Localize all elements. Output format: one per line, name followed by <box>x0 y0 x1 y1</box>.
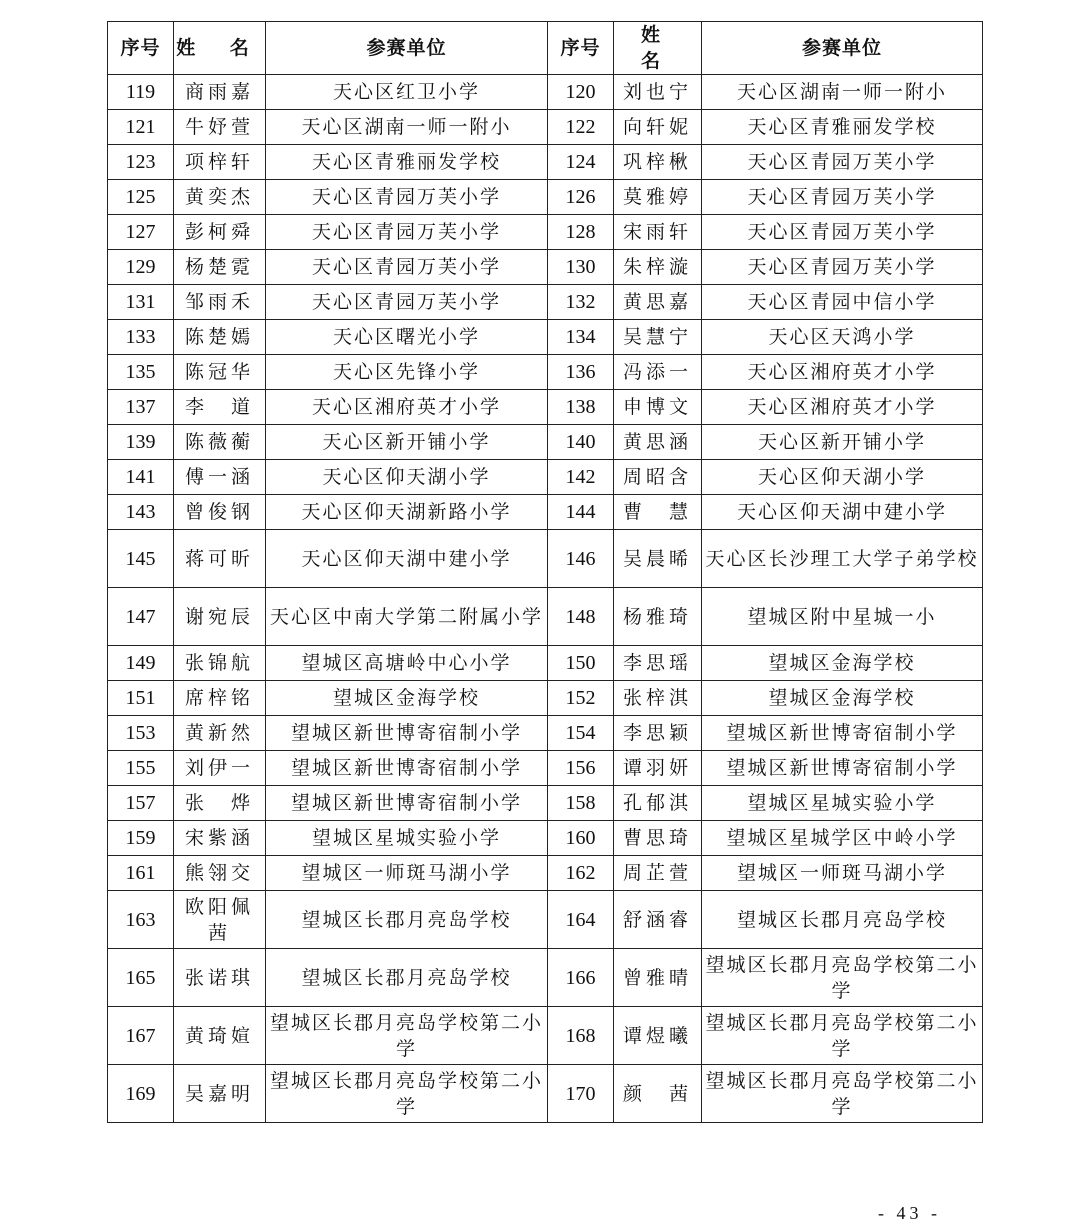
cell-name: 颜 茜 <box>614 1065 702 1123</box>
table-row <box>108 856 983 891</box>
table-row <box>108 1007 983 1065</box>
cell-name: 冯添一 <box>614 355 702 390</box>
cell-unit: 望城区附中星城一小 <box>702 588 983 646</box>
cell-unit: 天心区天鸿小学 <box>702 320 983 355</box>
cell-num: 125 <box>108 180 174 215</box>
cell-num: 132 <box>548 285 614 320</box>
table-row <box>108 530 983 588</box>
table-row <box>108 891 983 949</box>
cell-unit: 天心区湘府英才小学 <box>702 390 983 425</box>
cell-num: 161 <box>108 856 174 891</box>
header-unit-left: 参赛单位 <box>266 22 548 75</box>
cell-name: 曾雅晴 <box>614 949 702 1007</box>
cell-num: 146 <box>548 530 614 588</box>
table-row <box>108 460 983 495</box>
table-row <box>108 646 983 681</box>
header-unit-right: 参赛单位 <box>702 22 983 75</box>
cell-unit: 天心区红卫小学 <box>266 75 548 110</box>
cell-name: 黄思嘉 <box>614 285 702 320</box>
cell-num: 143 <box>108 495 174 530</box>
header-num-left: 序号 <box>108 22 174 75</box>
cell-name: 熊翎交 <box>174 856 266 891</box>
cell-num: 130 <box>548 250 614 285</box>
cell-name: 吴慧宁 <box>614 320 702 355</box>
table-row <box>108 390 983 425</box>
cell-unit: 望城区新世博寄宿制小学 <box>702 716 983 751</box>
cell-name: 向轩妮 <box>614 110 702 145</box>
cell-name: 陈楚嫣 <box>174 320 266 355</box>
cell-unit: 望城区长郡月亮岛学校 <box>266 949 548 1007</box>
cell-unit: 天心区青园万芙小学 <box>702 250 983 285</box>
cell-unit: 天心区青园万芙小学 <box>702 215 983 250</box>
cell-name: 牛妤萱 <box>174 110 266 145</box>
cell-name: 莫雅婷 <box>614 180 702 215</box>
cell-name: 刘也宁 <box>614 75 702 110</box>
cell-name: 周昭含 <box>614 460 702 495</box>
cell-num: 131 <box>108 285 174 320</box>
header-num-right: 序号 <box>548 22 614 75</box>
cell-name: 李思瑶 <box>614 646 702 681</box>
table-row <box>108 949 983 1007</box>
cell-name: 曹思琦 <box>614 821 702 856</box>
cell-name: 谭煜曦 <box>614 1007 702 1065</box>
cell-unit: 天心区长沙理工大学子弟学校 <box>702 530 983 588</box>
table-row <box>108 110 983 145</box>
cell-unit: 天心区湖南一师一附小 <box>266 110 548 145</box>
cell-unit: 天心区青园万芙小学 <box>266 285 548 320</box>
table-row <box>108 495 983 530</box>
cell-name: 彭柯舜 <box>174 215 266 250</box>
cell-unit: 望城区长郡月亮岛学校 <box>702 891 983 949</box>
cell-num: 120 <box>548 75 614 110</box>
cell-num: 144 <box>548 495 614 530</box>
cell-unit: 望城区高塘岭中心小学 <box>266 646 548 681</box>
cell-num: 139 <box>108 425 174 460</box>
cell-num: 166 <box>548 949 614 1007</box>
cell-num: 154 <box>548 716 614 751</box>
cell-unit: 望城区长郡月亮岛学校第二小学 <box>702 1065 983 1123</box>
cell-name: 项梓轩 <box>174 145 266 180</box>
table-row <box>108 751 983 786</box>
cell-name: 欧阳佩茜 <box>174 891 266 949</box>
cell-unit: 天心区仰天湖小学 <box>702 460 983 495</box>
cell-unit: 望城区星城学区中岭小学 <box>702 821 983 856</box>
cell-unit: 望城区新世博寄宿制小学 <box>266 716 548 751</box>
cell-num: 159 <box>108 821 174 856</box>
table-row <box>108 285 983 320</box>
table-row <box>108 786 983 821</box>
cell-name: 刘伊一 <box>174 751 266 786</box>
table-row <box>108 145 983 180</box>
table-row <box>108 355 983 390</box>
cell-name: 黄思涵 <box>614 425 702 460</box>
cell-num: 158 <box>548 786 614 821</box>
cell-num: 169 <box>108 1065 174 1123</box>
cell-unit: 天心区青雅丽发学校 <box>266 145 548 180</box>
cell-name: 宋雨轩 <box>614 215 702 250</box>
cell-name: 李思颖 <box>614 716 702 751</box>
cell-name: 吴嘉明 <box>174 1065 266 1123</box>
table-row <box>108 1065 983 1123</box>
cell-name: 黄琦媗 <box>174 1007 266 1065</box>
cell-num: 152 <box>548 681 614 716</box>
cell-num: 167 <box>108 1007 174 1065</box>
cell-unit: 望城区长郡月亮岛学校第二小学 <box>702 949 983 1007</box>
table-row <box>108 425 983 460</box>
table-row <box>108 588 983 646</box>
cell-num: 126 <box>548 180 614 215</box>
table-row <box>108 180 983 215</box>
cell-name: 李 道 <box>174 390 266 425</box>
cell-name: 宋紫涵 <box>174 821 266 856</box>
cell-name: 周芷萱 <box>614 856 702 891</box>
cell-num: 153 <box>108 716 174 751</box>
cell-unit: 天心区青园万芙小学 <box>266 250 548 285</box>
cell-name: 陈薇蘅 <box>174 425 266 460</box>
cell-unit: 望城区长郡月亮岛学校第二小学 <box>266 1007 548 1065</box>
cell-num: 121 <box>108 110 174 145</box>
cell-name: 孔郁淇 <box>614 786 702 821</box>
table-row <box>108 320 983 355</box>
cell-num: 163 <box>108 891 174 949</box>
header-name-right: 姓 名 <box>614 22 702 75</box>
cell-name: 谭羽妍 <box>614 751 702 786</box>
cell-unit: 天心区湘府英才小学 <box>702 355 983 390</box>
cell-num: 141 <box>108 460 174 495</box>
cell-unit: 天心区湖南一师一附小 <box>702 75 983 110</box>
cell-name: 巩梓楸 <box>614 145 702 180</box>
cell-unit: 望城区新世博寄宿制小学 <box>266 751 548 786</box>
cell-num: 122 <box>548 110 614 145</box>
cell-unit: 望城区金海学校 <box>702 681 983 716</box>
cell-name: 商雨嘉 <box>174 75 266 110</box>
cell-num: 136 <box>548 355 614 390</box>
table-body <box>108 75 983 1123</box>
cell-num: 127 <box>108 215 174 250</box>
cell-num: 135 <box>108 355 174 390</box>
cell-name: 黄新然 <box>174 716 266 751</box>
cell-num: 150 <box>548 646 614 681</box>
cell-unit: 望城区星城实验小学 <box>266 821 548 856</box>
cell-unit: 天心区曙光小学 <box>266 320 548 355</box>
header-name-left: 姓 名 <box>174 22 266 75</box>
cell-unit: 天心区青雅丽发学校 <box>702 110 983 145</box>
cell-name: 蒋可昕 <box>174 530 266 588</box>
cell-num: 147 <box>108 588 174 646</box>
cell-name: 吴晨晞 <box>614 530 702 588</box>
cell-name: 杨雅琦 <box>614 588 702 646</box>
cell-num: 145 <box>108 530 174 588</box>
cell-num: 123 <box>108 145 174 180</box>
cell-num: 129 <box>108 250 174 285</box>
cell-num: 140 <box>548 425 614 460</box>
cell-name: 陈冠华 <box>174 355 266 390</box>
cell-num: 134 <box>548 320 614 355</box>
cell-num: 119 <box>108 75 174 110</box>
cell-unit: 天心区青园万芙小学 <box>702 180 983 215</box>
cell-num: 160 <box>548 821 614 856</box>
table-row <box>108 75 983 110</box>
cell-num: 157 <box>108 786 174 821</box>
cell-unit: 天心区青园中信小学 <box>702 285 983 320</box>
header-row <box>108 22 983 75</box>
cell-unit: 望城区长郡月亮岛学校 <box>266 891 548 949</box>
table-row <box>108 681 983 716</box>
cell-name: 席梓铭 <box>174 681 266 716</box>
cell-num: 133 <box>108 320 174 355</box>
cell-unit: 望城区金海学校 <box>702 646 983 681</box>
cell-unit: 天心区仰天湖小学 <box>266 460 548 495</box>
cell-num: 151 <box>108 681 174 716</box>
cell-name: 杨楚霓 <box>174 250 266 285</box>
cell-unit: 天心区湘府英才小学 <box>266 390 548 425</box>
cell-unit: 望城区长郡月亮岛学校第二小学 <box>266 1065 548 1123</box>
table-row <box>108 215 983 250</box>
cell-num: 138 <box>548 390 614 425</box>
cell-unit: 望城区新世博寄宿制小学 <box>702 751 983 786</box>
cell-unit: 望城区长郡月亮岛学校第二小学 <box>702 1007 983 1065</box>
page-number: - 43 - <box>878 1203 941 1223</box>
cell-num: 148 <box>548 588 614 646</box>
cell-num: 124 <box>548 145 614 180</box>
cell-name: 舒涵睿 <box>614 891 702 949</box>
cell-name: 张 烨 <box>174 786 266 821</box>
cell-num: 168 <box>548 1007 614 1065</box>
cell-name: 申博文 <box>614 390 702 425</box>
cell-unit: 望城区新世博寄宿制小学 <box>266 786 548 821</box>
cell-name: 朱梓漩 <box>614 250 702 285</box>
cell-name: 谢宛辰 <box>174 588 266 646</box>
table-row <box>108 250 983 285</box>
cell-unit: 天心区青园万芙小学 <box>266 215 548 250</box>
cell-unit: 天心区仰天湖新路小学 <box>266 495 548 530</box>
table-row <box>108 821 983 856</box>
cell-num: 162 <box>548 856 614 891</box>
cell-name: 张诺琪 <box>174 949 266 1007</box>
cell-name: 曾俊钢 <box>174 495 266 530</box>
cell-name: 曹 慧 <box>614 495 702 530</box>
cell-unit: 天心区青园万芙小学 <box>266 180 548 215</box>
cell-num: 142 <box>548 460 614 495</box>
cell-name: 张梓淇 <box>614 681 702 716</box>
cell-name: 张锦航 <box>174 646 266 681</box>
cell-unit: 天心区中南大学第二附属小学 <box>266 588 548 646</box>
table-row <box>108 716 983 751</box>
cell-unit: 天心区仰天湖中建小学 <box>266 530 548 588</box>
cell-num: 155 <box>108 751 174 786</box>
cell-num: 128 <box>548 215 614 250</box>
cell-unit: 望城区星城实验小学 <box>702 786 983 821</box>
cell-name: 傅一涵 <box>174 460 266 495</box>
cell-unit: 天心区新开铺小学 <box>266 425 548 460</box>
cell-num: 170 <box>548 1065 614 1123</box>
cell-num: 149 <box>108 646 174 681</box>
cell-unit: 天心区先锋小学 <box>266 355 548 390</box>
cell-name: 邹雨禾 <box>174 285 266 320</box>
cell-num: 156 <box>548 751 614 786</box>
participant-table <box>107 21 983 1123</box>
cell-unit: 天心区青园万芙小学 <box>702 145 983 180</box>
cell-unit: 望城区一师斑马湖小学 <box>702 856 983 891</box>
cell-unit: 天心区新开铺小学 <box>702 425 983 460</box>
cell-unit: 望城区金海学校 <box>266 681 548 716</box>
cell-name: 黄奕杰 <box>174 180 266 215</box>
cell-num: 165 <box>108 949 174 1007</box>
cell-num: 137 <box>108 390 174 425</box>
cell-unit: 望城区一师斑马湖小学 <box>266 856 548 891</box>
cell-unit: 天心区仰天湖中建小学 <box>702 495 983 530</box>
cell-num: 164 <box>548 891 614 949</box>
